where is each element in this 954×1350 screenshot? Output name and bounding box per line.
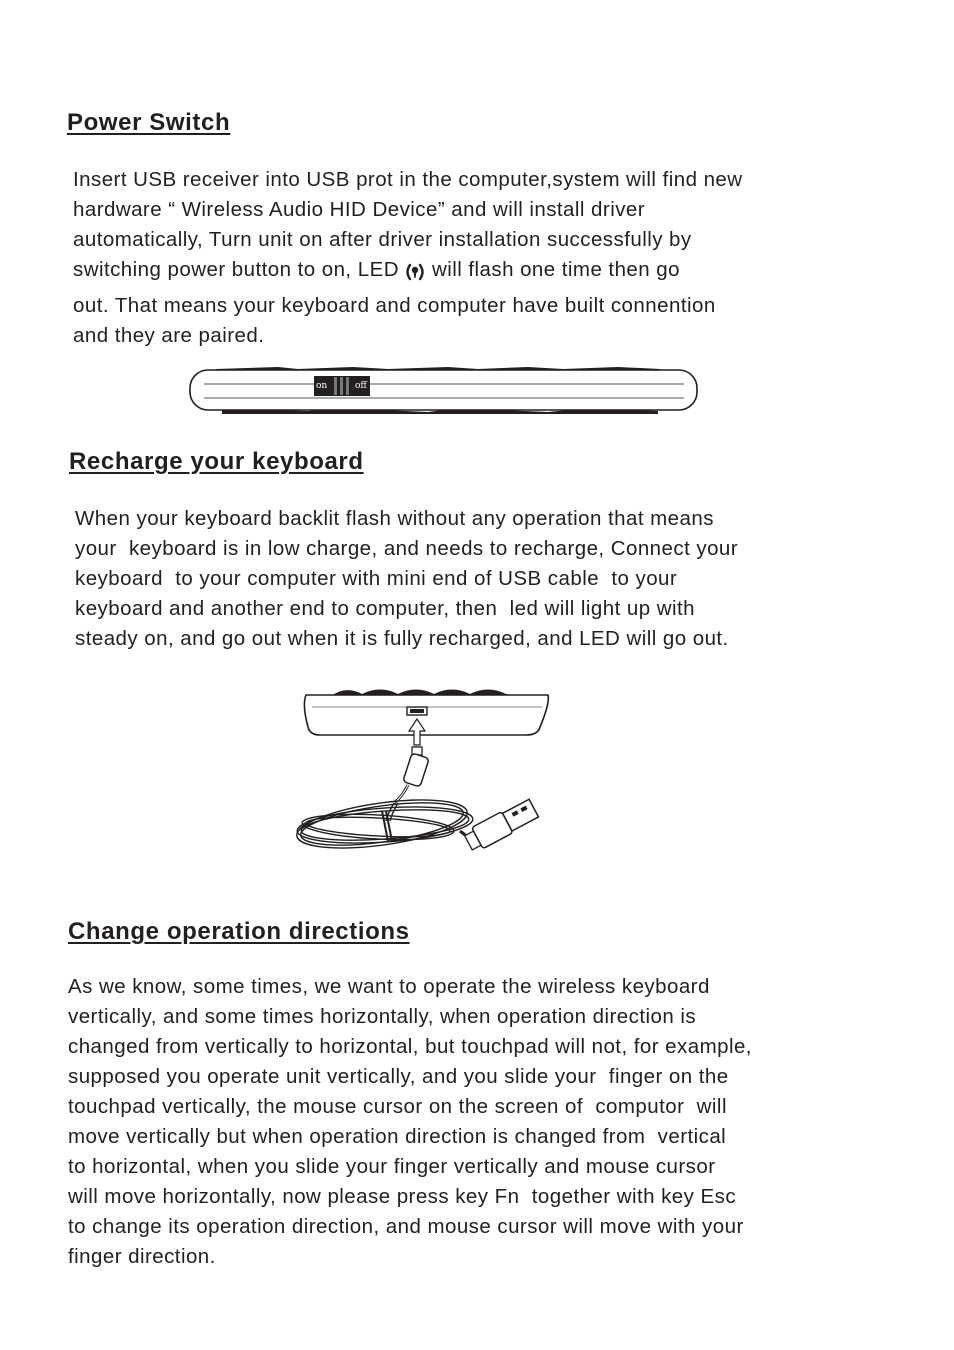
paragraph-line: touchpad vertically, the mouse cursor on the screen of computor will [68,1095,727,1118]
paragraph-line: move vertically but when operation direction is changed from vertical [68,1125,727,1148]
paragraph-line: keyboard and another end to computer, then led will light up with [75,597,696,620]
switch-on-label: on [316,381,328,391]
paragraph-line: finger direction. [68,1245,216,1268]
paragraph-line: Insert USB receiver into USB prot in the computer,system will find new [73,168,743,191]
paragraph-line: your keyboard is in low charge, and needs to recharge, Connect your [75,537,739,560]
switch-off-label: off [355,381,367,391]
paragraph-line: steady on, and go out when it is fully recharged, and LED will go out. [75,627,729,650]
recharge-paragraph [75,504,738,654]
heading-power-switch: Power Switch [67,109,231,136]
paragraph-line: changed from vertically to horizontal, but touchpad will not, for example, [68,1035,752,1058]
mini-usb-port-icon [407,707,427,715]
paragraph-line: supposed you operate unit vertically, and you slide your finger on the [68,1065,729,1088]
change-directions-paragraph [68,972,752,1272]
paragraph-line: out. That means your keyboard and computer have built connention [73,294,716,317]
keyboard-side-power-switch-figure [188,364,700,418]
power-switch-paragraph [73,165,743,351]
paragraph-line: When your keyboard backlit flash without any operation that means [75,507,714,530]
wireless-led-icon [403,261,427,291]
keyboard-usb-cable-figure [290,685,555,860]
led-line-before: switching power button to on, LED [73,258,399,281]
paragraph-line: to horizontal, when you slide your finger vertically and mouse cursor [68,1155,716,1178]
paragraph-line: automatically, Turn unit on after driver installation successfully by [73,228,692,251]
heading-recharge-keyboard: Recharge your keyboard [69,448,364,475]
paragraph-line: hardware “ Wireless Audio HID Device” and will install driver [73,198,646,221]
paragraph-line: keyboard to your computer with mini end of USB cable to your [75,567,678,590]
paragraph-line: will move horizontally, now please press key Fn together with key Esc [68,1185,737,1208]
paragraph-line-with-led [73,255,743,291]
heading-change-directions: Change operation directions [68,918,410,945]
paragraph-line: and they are paired. [73,324,265,347]
paragraph-line: to change its operation direction, and mouse cursor will move with your [68,1215,744,1238]
led-line-after: will flash one time then go [431,258,680,281]
paragraph-line: As we know, some times, we want to operate the wireless keyboard [68,975,710,998]
paragraph-line: vertically, and some times horizontally, when operation direction is [68,1005,697,1028]
